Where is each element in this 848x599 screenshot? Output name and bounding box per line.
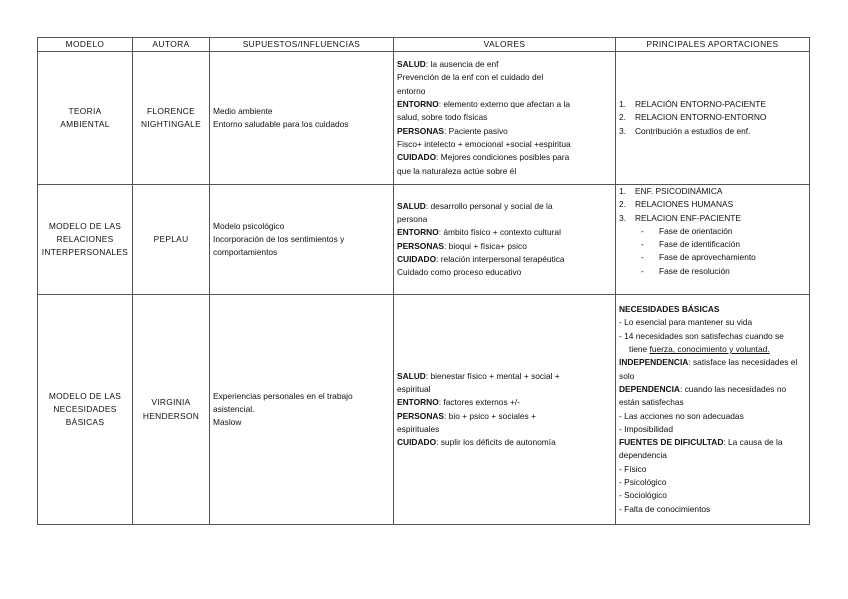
header-modelo: MODELO	[38, 38, 133, 52]
header-supuestos: SUPUESTOS/INFLUENCIAS	[210, 38, 394, 52]
cell-aportaciones	[616, 52, 810, 185]
cell-valores: SALUD: bienestar físico + mental + social + espiritual ENTORNO: factores externos +/- PERSONAS: bio + psico + sociales + espirituales CUIDADO: suplir los déficits de autonomía	[394, 295, 616, 525]
header-valores: VALORES	[394, 38, 616, 52]
cell-modelo: TEORIA AMBIENTAL	[38, 52, 133, 185]
table-row	[38, 52, 810, 185]
list-item: 3. Contribución a estudios de enf.	[619, 125, 751, 136]
header-row	[38, 38, 810, 52]
models-table	[37, 37, 810, 525]
table-row	[38, 185, 810, 295]
list-item: 3. RELACION ENF-PACIENTE	[619, 212, 741, 223]
cell-autora: VIRGINIA HENDERSON	[133, 295, 210, 525]
cell-modelo: MODELO DE LAS NECESIDADES BÁSICAS	[38, 295, 133, 525]
cell-aportaciones	[616, 185, 810, 295]
cell-valores: SALUD: desarrollo personal y social de la persona ENTORNO: ámbito físico + contexto cultural PERSONAS: bioqui + física+ psico CUIDADO: relación interpersonal terapéutica Cuidado como proceso educativo	[394, 185, 616, 295]
cell-supuestos: Experiencias personales en el trabajo asistencial. Maslow	[210, 295, 394, 525]
table-row	[38, 295, 810, 525]
cell-autora: FLORENCE NIGHTINGALE	[133, 52, 210, 185]
list-item: 1. RELACIÓN ENTORNO-PACIENTE	[619, 99, 766, 110]
cell-supuestos: Modelo psicológico Incorporación de los sentimientos y comportamientos	[210, 185, 394, 295]
list-item: - Fase de identificación	[641, 239, 741, 250]
cell-valores: SALUD: la ausencia de enf Prevención de la enf con el cuidado del entorno ENTORNO: elemento externo que afectan a la salud, sobre todo físicas PERSONAS: Paciente pasivo Fisco+ intelecto + emocional +social +espiritua CUIDADO: Mejores condiciones posibles para que la naturaleza actúe sobre él	[394, 52, 616, 185]
list-item: 1. ENF. PSICODINÁMICA	[619, 186, 723, 196]
cell-aportaciones: NECESIDADES BÁSICAS - Lo esencial para mantener su vida - 14 necesidades son satisfechas cuando se tiene fuerza, conocimiento y voluntad. INDEPENDENCIA: satisface las necesidades el solo DEPENDENCIA: cuando las necesidades no están satisfechas - Las acciones no son adecuadas - Imposibilidad FUENTES DE DIFICULTAD: La causa de la dependencia - Físico - Psicológico - Sociológico - Falta de conocimientos	[616, 295, 810, 525]
list-item: - Fase de resolución	[641, 265, 730, 276]
header-autora: AUTORA	[133, 38, 210, 52]
list-item: - Fase de aprovechamiento	[641, 252, 756, 263]
cell-supuestos: Medio ambiente Entorno saludable para los cuidados	[210, 52, 394, 185]
list-item: 2. RELACION ENTORNO-ENTORNO	[619, 112, 767, 123]
list-item: - Fase de orientación	[641, 225, 733, 236]
header-aportaciones: PRINCIPALES APORTACIONES	[616, 38, 810, 52]
cell-autora: PEPLAU	[133, 185, 210, 295]
list-item: 2. RELACIONES HUMANAS	[619, 199, 734, 210]
cell-modelo: MODELO DE LAS RELACIONES INTERPERSONALES	[38, 185, 133, 295]
